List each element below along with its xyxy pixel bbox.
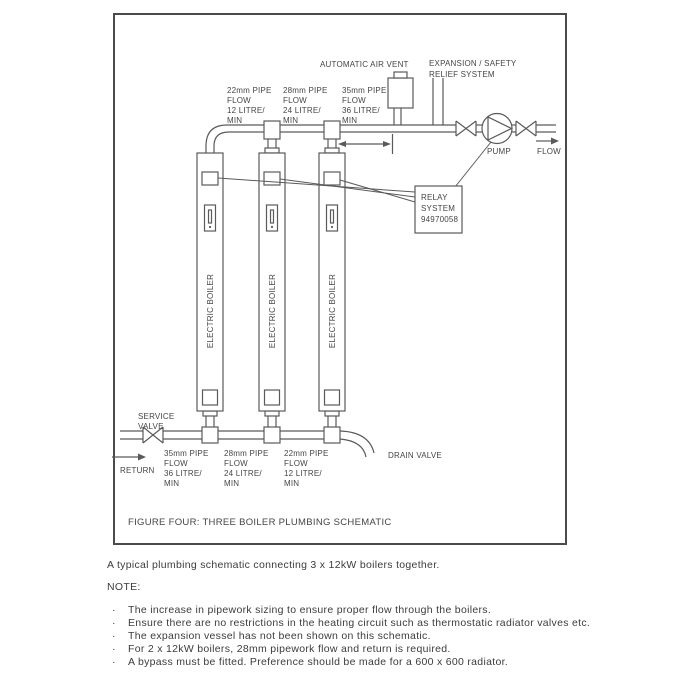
svg-text:FLOW: FLOW [284,459,308,468]
expansion-label-line2: RELIEF SYSTEM [429,70,495,79]
note-text: The increase in pipework sizing to ensure proper flow through the boilers. [128,604,492,616]
bullet-icon: · [112,617,116,629]
list-item [107,643,590,656]
service-valve-label-line1: SERVICE [138,412,175,421]
svg-text:22mm PIPE: 22mm PIPE [284,449,329,458]
svg-text:FLOW: FLOW [164,459,188,468]
valve-icon [456,121,476,136]
bullet-icon: · [112,630,116,642]
drain-pipe-curve [340,431,374,453]
flow-arrow [536,138,559,145]
dimension-arrow [338,134,393,154]
flow-label: FLOW [537,147,561,156]
svg-text:MIN: MIN [227,116,243,125]
top-pipe-label-22mm [227,86,271,125]
notes-list [107,604,590,669]
return-arrow [112,454,146,461]
list-item [107,604,590,617]
svg-text:28mm PIPE: 28mm PIPE [224,449,269,458]
list-item [107,617,590,630]
boiler-3-label: ELECTRIC BOILER [328,273,337,349]
note-text: For 2 x 12kW boilers, 28mm pipework flow and return is required. [128,643,451,655]
svg-text:FLOW: FLOW [283,96,307,105]
svg-text:MIN: MIN [342,116,358,125]
svg-text:36 LITRE/: 36 LITRE/ [164,469,202,478]
valve-icon [516,121,536,136]
note-text: Ensure there are no restrictions in the heating circuit such as thermostatic radiator valves etc. [128,617,591,629]
svg-text:28mm PIPE: 28mm PIPE [283,86,328,95]
pump-icon [482,114,512,144]
air-vent [388,72,413,125]
bottom-pipe-label-22mm [284,449,328,488]
svg-text:12 LITRE/: 12 LITRE/ [227,106,265,115]
return-label: RETURN [120,466,155,475]
svg-text:94970058: 94970058 [421,215,459,224]
svg-text:12 LITRE/: 12 LITRE/ [284,469,322,478]
drain-valve-label: DRAIN VALVE [388,451,442,460]
bottom-pipe-label-35mm [164,449,208,488]
svg-text:24 LITRE/: 24 LITRE/ [283,106,321,115]
svg-text:36 LITRE/: 36 LITRE/ [342,106,380,115]
bullet-icon: · [112,656,116,668]
boiler1-elbow [206,125,229,153]
svg-text:SYSTEM: SYSTEM [421,204,456,213]
bullet-icon: · [112,604,116,616]
top-pipe-label-35mm [342,86,386,125]
air-vent-label: AUTOMATIC AIR VENT [320,60,409,69]
service-valve-label-line2: VALVE [138,422,164,431]
list-item [107,630,590,643]
svg-text:FLOW: FLOW [224,459,248,468]
boiler-2-label: ELECTRIC BOILER [268,273,277,349]
svg-text:RELAY: RELAY [421,193,448,202]
bottom-pipe-label-28mm [224,449,268,488]
note-text: The expansion vessel has not been shown on this schematic. [128,630,431,642]
description-text: A typical plumbing schematic connecting 3 x 12kW boilers together. [107,559,440,571]
svg-text:FLOW: FLOW [342,96,366,105]
expansion-label-line1: EXPANSION / SAFETY [429,59,517,68]
svg-text:MIN: MIN [224,479,240,488]
expansion-relief-pipes [433,78,443,125]
pump-label: PUMP [487,147,511,156]
top-pipe-label-28mm [283,86,327,125]
list-item [107,656,590,669]
svg-text:22mm PIPE: 22mm PIPE [227,86,272,95]
boiler-1-label: ELECTRIC BOILER [206,273,215,349]
svg-text:35mm PIPE: 35mm PIPE [342,86,387,95]
bullet-icon: · [112,643,116,655]
svg-text:MIN: MIN [164,479,180,488]
note-text: A bypass must be fitted. Preference should be made for a 600 x 600 radiator. [128,656,509,668]
svg-text:24 LITRE/: 24 LITRE/ [224,469,262,478]
svg-text:MIN: MIN [283,116,299,125]
svg-text:FLOW: FLOW [227,96,251,105]
boiler-top-stubs [268,139,336,148]
svg-text:MIN: MIN [284,479,300,488]
svg-text:35mm PIPE: 35mm PIPE [164,449,209,458]
figure-caption: FIGURE FOUR: THREE BOILER PLUMBING SCHEMATIC [128,517,392,528]
note-heading: NOTE: [107,581,141,593]
